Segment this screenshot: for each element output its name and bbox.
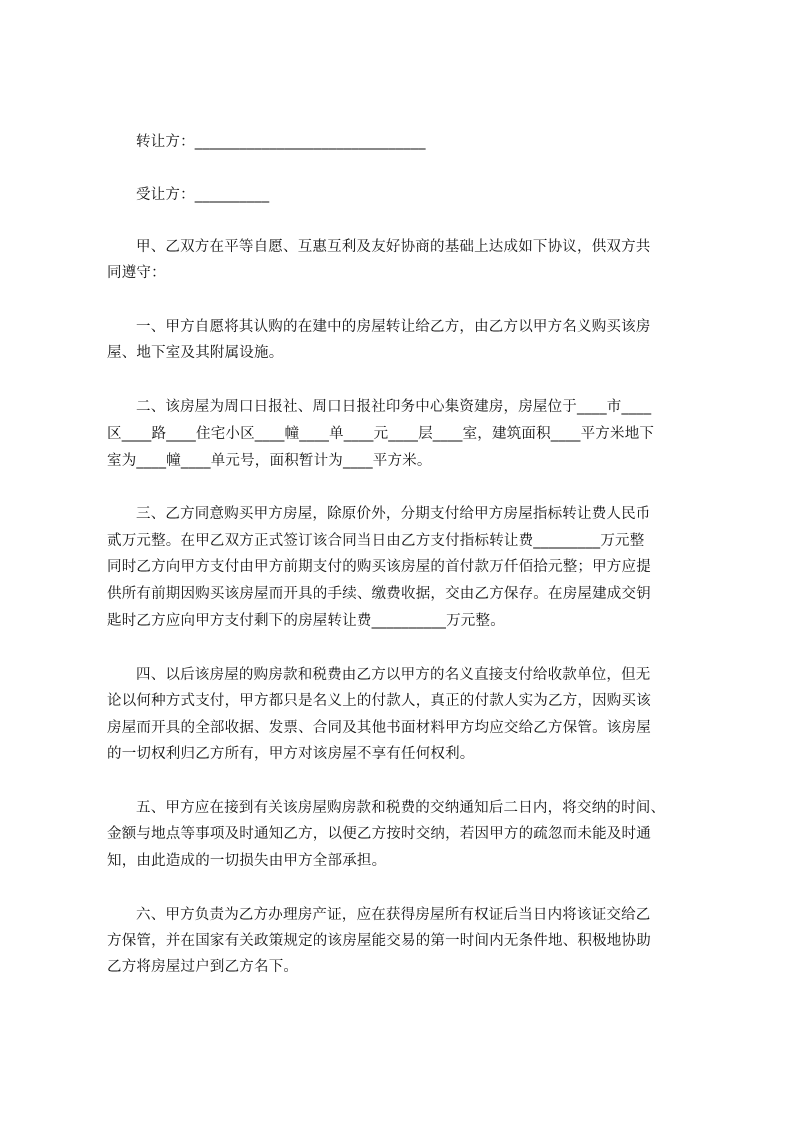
clause-3-line-1: 三、乙方同意购买甲方房屋，除原价外，分期支付给甲方房屋指标转让费人民币: [136, 506, 651, 522]
clause-6-line-1: 六、甲方负责为乙方办理房产证，应在获得房屋所有权证后当日内将该证交给乙: [136, 907, 651, 923]
clause-2-line-3: 室为____幢____单元号，面积暂计为____平方米。: [107, 453, 432, 469]
clause-6-line-2: 方保管，并在国家有关政策规定的该房屋能交易的第一时间内无条件地、积极地协助: [107, 933, 651, 949]
transferee-line: 受让方：__________: [136, 187, 270, 203]
clause-2-line-2: 区____路____住宅小区____幢____单____元____层____室，建筑面积____平方米地下: [107, 426, 655, 442]
clause-4-line-4: 的一切权利归乙方所有，甲方对该房屋不享有任何权利。: [107, 746, 475, 762]
transferor-line: 转让方：_______________________________: [136, 134, 426, 150]
clause-4-line-1: 四、以后该房屋的购房款和税费由乙方以甲方的名义直接支付给收款单位，但无: [136, 667, 651, 683]
clause-4-line-2: 论以何种方式支付，甲方都只是名义上的付款人，真正的付款人实为乙方，因购买该: [107, 693, 651, 709]
clause-3-line-4: 供所有前期因购买该房屋而开具的手续、缴费收据，交由乙方保存。在房屋建成交钥: [107, 586, 651, 602]
intro-line-2: 同遵守：: [107, 265, 166, 281]
clause-4-line-3: 房屋而开具的全部收据、发票、合同及其他书面材料甲方均应交给乙方保管。该房屋: [107, 720, 651, 736]
clause-3-line-3: 同时乙方向甲方支付由甲方前期支付的购买该房屋的首付款万仟佰拾元整；甲方应提: [107, 559, 651, 575]
clause-5-line-3: 知，由此造成的一切损失由甲方全部承担。: [107, 853, 387, 869]
clause-5-line-1: 五、甲方应在接到有关该房屋购房款和税费的交纳通知后二日内，将交纳的时间、: [136, 800, 666, 816]
clause-6-line-3: 乙方将房屋过户到乙方名下。: [107, 959, 299, 975]
clause-1-line-1: 一、甲方自愿将其认购的在建中的房屋转让给乙方，由乙方以甲方名义购买该房: [136, 319, 651, 335]
clause-3-line-5: 匙时乙方应向甲方支付剩下的房屋转让费__________万元整。: [107, 613, 505, 629]
clause-2-line-1: 二、该房屋为周口日报社、周口日报社印务中心集资建房，房屋位于____市____: [136, 399, 652, 415]
clause-5-line-2: 金额与地点等事项及时通知乙方，以便乙方按时交纳，若因甲方的疏忽而未能及时通: [107, 826, 651, 842]
intro-line-1: 甲、乙双方在平等自愿、互惠互利及友好协商的基础上达成如下协议，供双方共: [136, 239, 651, 255]
clause-1-line-2: 屋、地下室及其附属设施。: [107, 345, 284, 361]
clause-3-line-2: 贰万元整。在甲乙双方正式签订该合同当日由乙方支付指标转让费_________万元整: [107, 533, 645, 549]
